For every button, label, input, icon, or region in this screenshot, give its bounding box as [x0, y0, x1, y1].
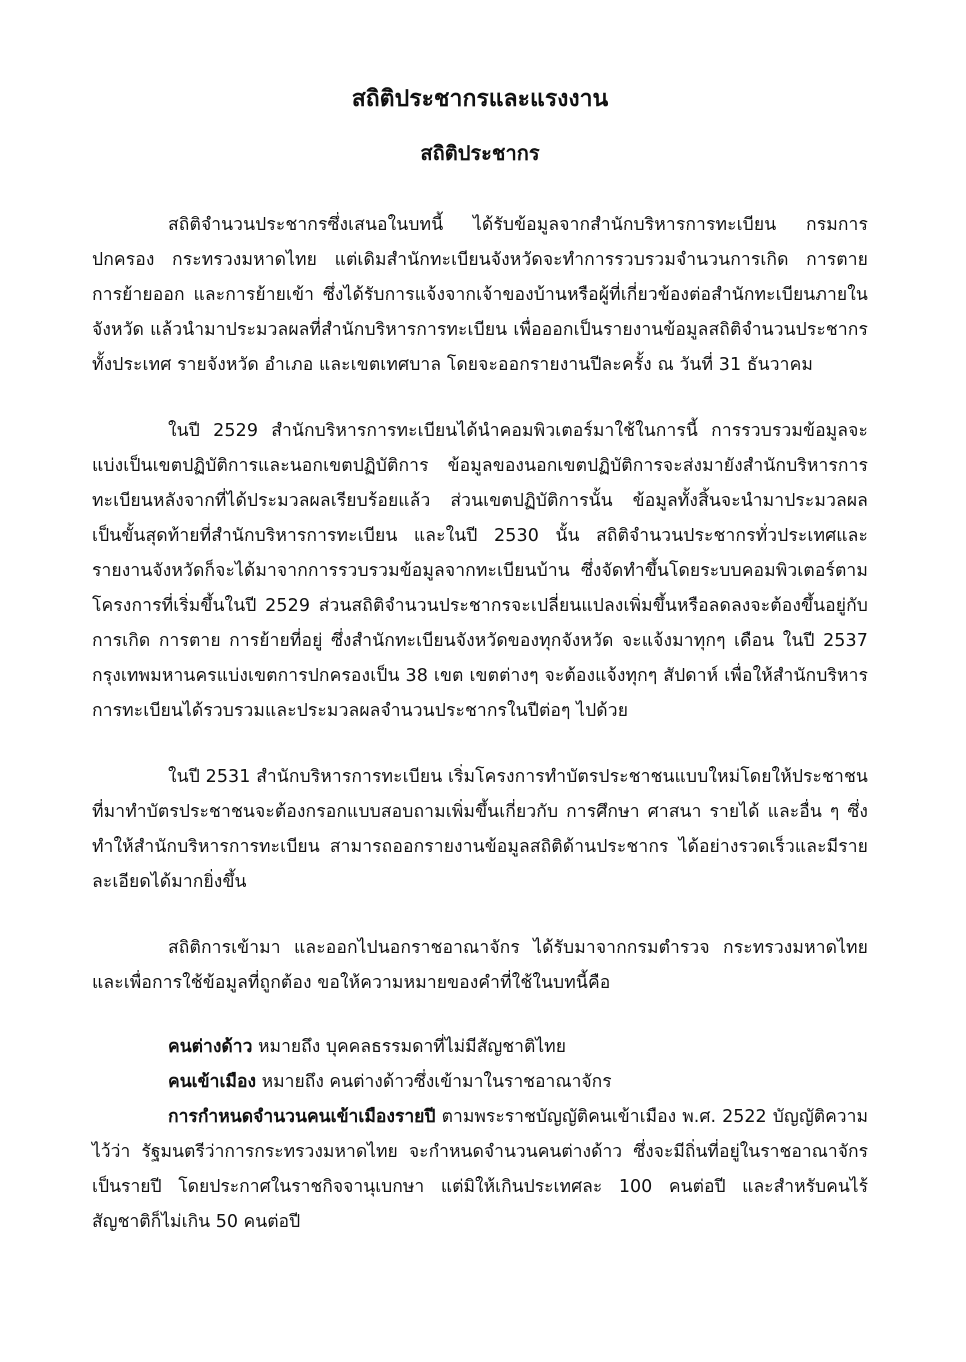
definition-text: หมายถึง บุคคลธรรมดาที่ไม่มีสัญชาติไทย: [252, 1037, 566, 1057]
section-subtitle: สถิติประชากร: [420, 141, 540, 165]
paragraph-4: สถิติการเข้ามา และออกไปนอกราชอาณาจักร ได้รับมาจากกรมตำรวจ กระทรวงมหาดไทย และเพื่อการใช้ข้อมูลที่ถูกต้อง ขอให้ความหมายของคำที่ใช้ในบทนี้คือ: [92, 938, 868, 993]
definition-term: คนเข้าเมือง: [168, 1072, 257, 1092]
definition-text: ตามพระราชบัญญัติคนเข้าเมือง พ.ศ. 2522 บัญญัติความไว้ว่า รัฐมนตรีว่าการกระทรวงมหาดไทย จะกำหนดจำนวนคนต่างด้าว ซึ่งจะมีถิ่นที่อยู่ในราชอาณาจักรเป็นรายปี โดยประกาศในราชกิจจานุเบกษา แต่มิให้เกินประเทศละ 100 คนต่อปี และสำหรับคนไร้สัญชาติก็ไม่เกิน 50 คนต่อปี: [92, 1107, 868, 1232]
document-title: สถิติประชากรและแรงงาน: [351, 86, 609, 112]
definition-item: [92, 1065, 868, 1100]
paragraph-1: สถิติจำนวนประชากรซึ่งเสนอในบทนี้ ได้รับข้อมูลจากสำนักบริหารการทะเบียน กรมการปกครอง กระทรวงมหาดไทย แต่เดิมสำนักทะเบียนจังหวัดจะทำการรวบรวมจำนวนการเกิด การตาย การย้ายออก และการย้ายเข้า ซึ่งได้รับการแจ้งจากเจ้าของบ้านหรือผู้ที่เกี่ยวข้องต่อสำนักทะเบียนภายในจังหวัด แล้วนำมาประมวลผลที่สำนักบริหารการทะเบียน เพื่อออกเป็นรายงานข้อมูลสถิติจำนวนประชากรทั้งประเทศ รายจังหวัด อำเภอ และเขตเทศบาล โดยจะออกรายงานปีละครั้ง ณ วันที่ 31 ธันวาคม: [92, 215, 868, 375]
paragraph-2: ในปี 2529 สำนักบริหารการทะเบียนได้นำคอมพิวเตอร์มาใช้ในการนี้ การรวบรวมข้อมูลจะแบ่งเป็นเขตปฏิบัติการและนอกเขตปฏิบัติการ ข้อมูลของนอกเขตปฏิบัติการจะส่งมายังสำนักบริหารการทะเบียนหลังจากที่ได้ประมวลผลเรียบร้อยแล้ว ส่วนเขตปฏิบัติการนั้น ข้อมูลทั้งสิ้นจะนำมาประมวลผลเป็นขั้นสุดท้ายที่สำนักบริหารการทะเบียน และในปี 2530 นั้น สถิติจำนวนประชากรทั่วประเทศและรายงานจังหวัดก็จะได้มาจากการรวบรวมข้อมูลจากทะเบียนบ้าน ซึ่งจัดทำขึ้นโดยระบบคอมพิวเตอร์ตามโครงการที่เริ่มขึ้นในปี 2529 ส่วนสถิติจำนวนประชากรจะเปลี่ยนแปลงเพิ่มขึ้นหรือลดลงจะต้องขึ้นอยู่กับการเกิด การตาย การย้ายที่อยู่ ซึ่งสำนักทะเบียนจังหวัดของทุกจังหวัด จะแจ้งมาทุกๆ เดือน ในปี 2537 กรุงเทพมหานครแบ่งเขตการปกครองเป็น 38 เขต เขตต่างๆ จะต้องแจ้งทุกๆ สัปดาห์ เพื่อให้สำนักบริหารการทะเบียนได้รวบรวมและประมวลผลจำนวนประชากรในปีต่อๆ ไปด้วย: [92, 421, 869, 721]
definition-term: การกำหนดจำนวนคนเข้าเมืองรายปี: [168, 1107, 436, 1127]
definition-term: คนต่างด้าว: [168, 1037, 253, 1057]
definition-item: [92, 1100, 868, 1240]
definition-text: หมายถึง คนต่างด้าวซึ่งเข้ามาในราชอาณาจักร: [256, 1072, 612, 1092]
paragraph-3: ในปี 2531 สำนักบริหารการทะเบียน เริ่มโครงการทำบัตรประชาชนแบบใหม่โดยให้ประชาชนที่มาทำบัตรประชาชนจะต้องกรอกแบบสอบถามเพิ่มขึ้นเกี่ยวกับ การศึกษา ศาสนา รายได้ และอื่น ๆ ซึ่งทำให้สำนักบริหารการทะเบียน สามารถออกรายงานข้อมูลสถิติด้านประชากร ได้อย่างรวดเร็วและมีรายละเอียดได้มากยิ่งขึ้น: [92, 767, 868, 892]
definitions-list: [92, 1030, 868, 1240]
definition-item: [92, 1030, 868, 1065]
